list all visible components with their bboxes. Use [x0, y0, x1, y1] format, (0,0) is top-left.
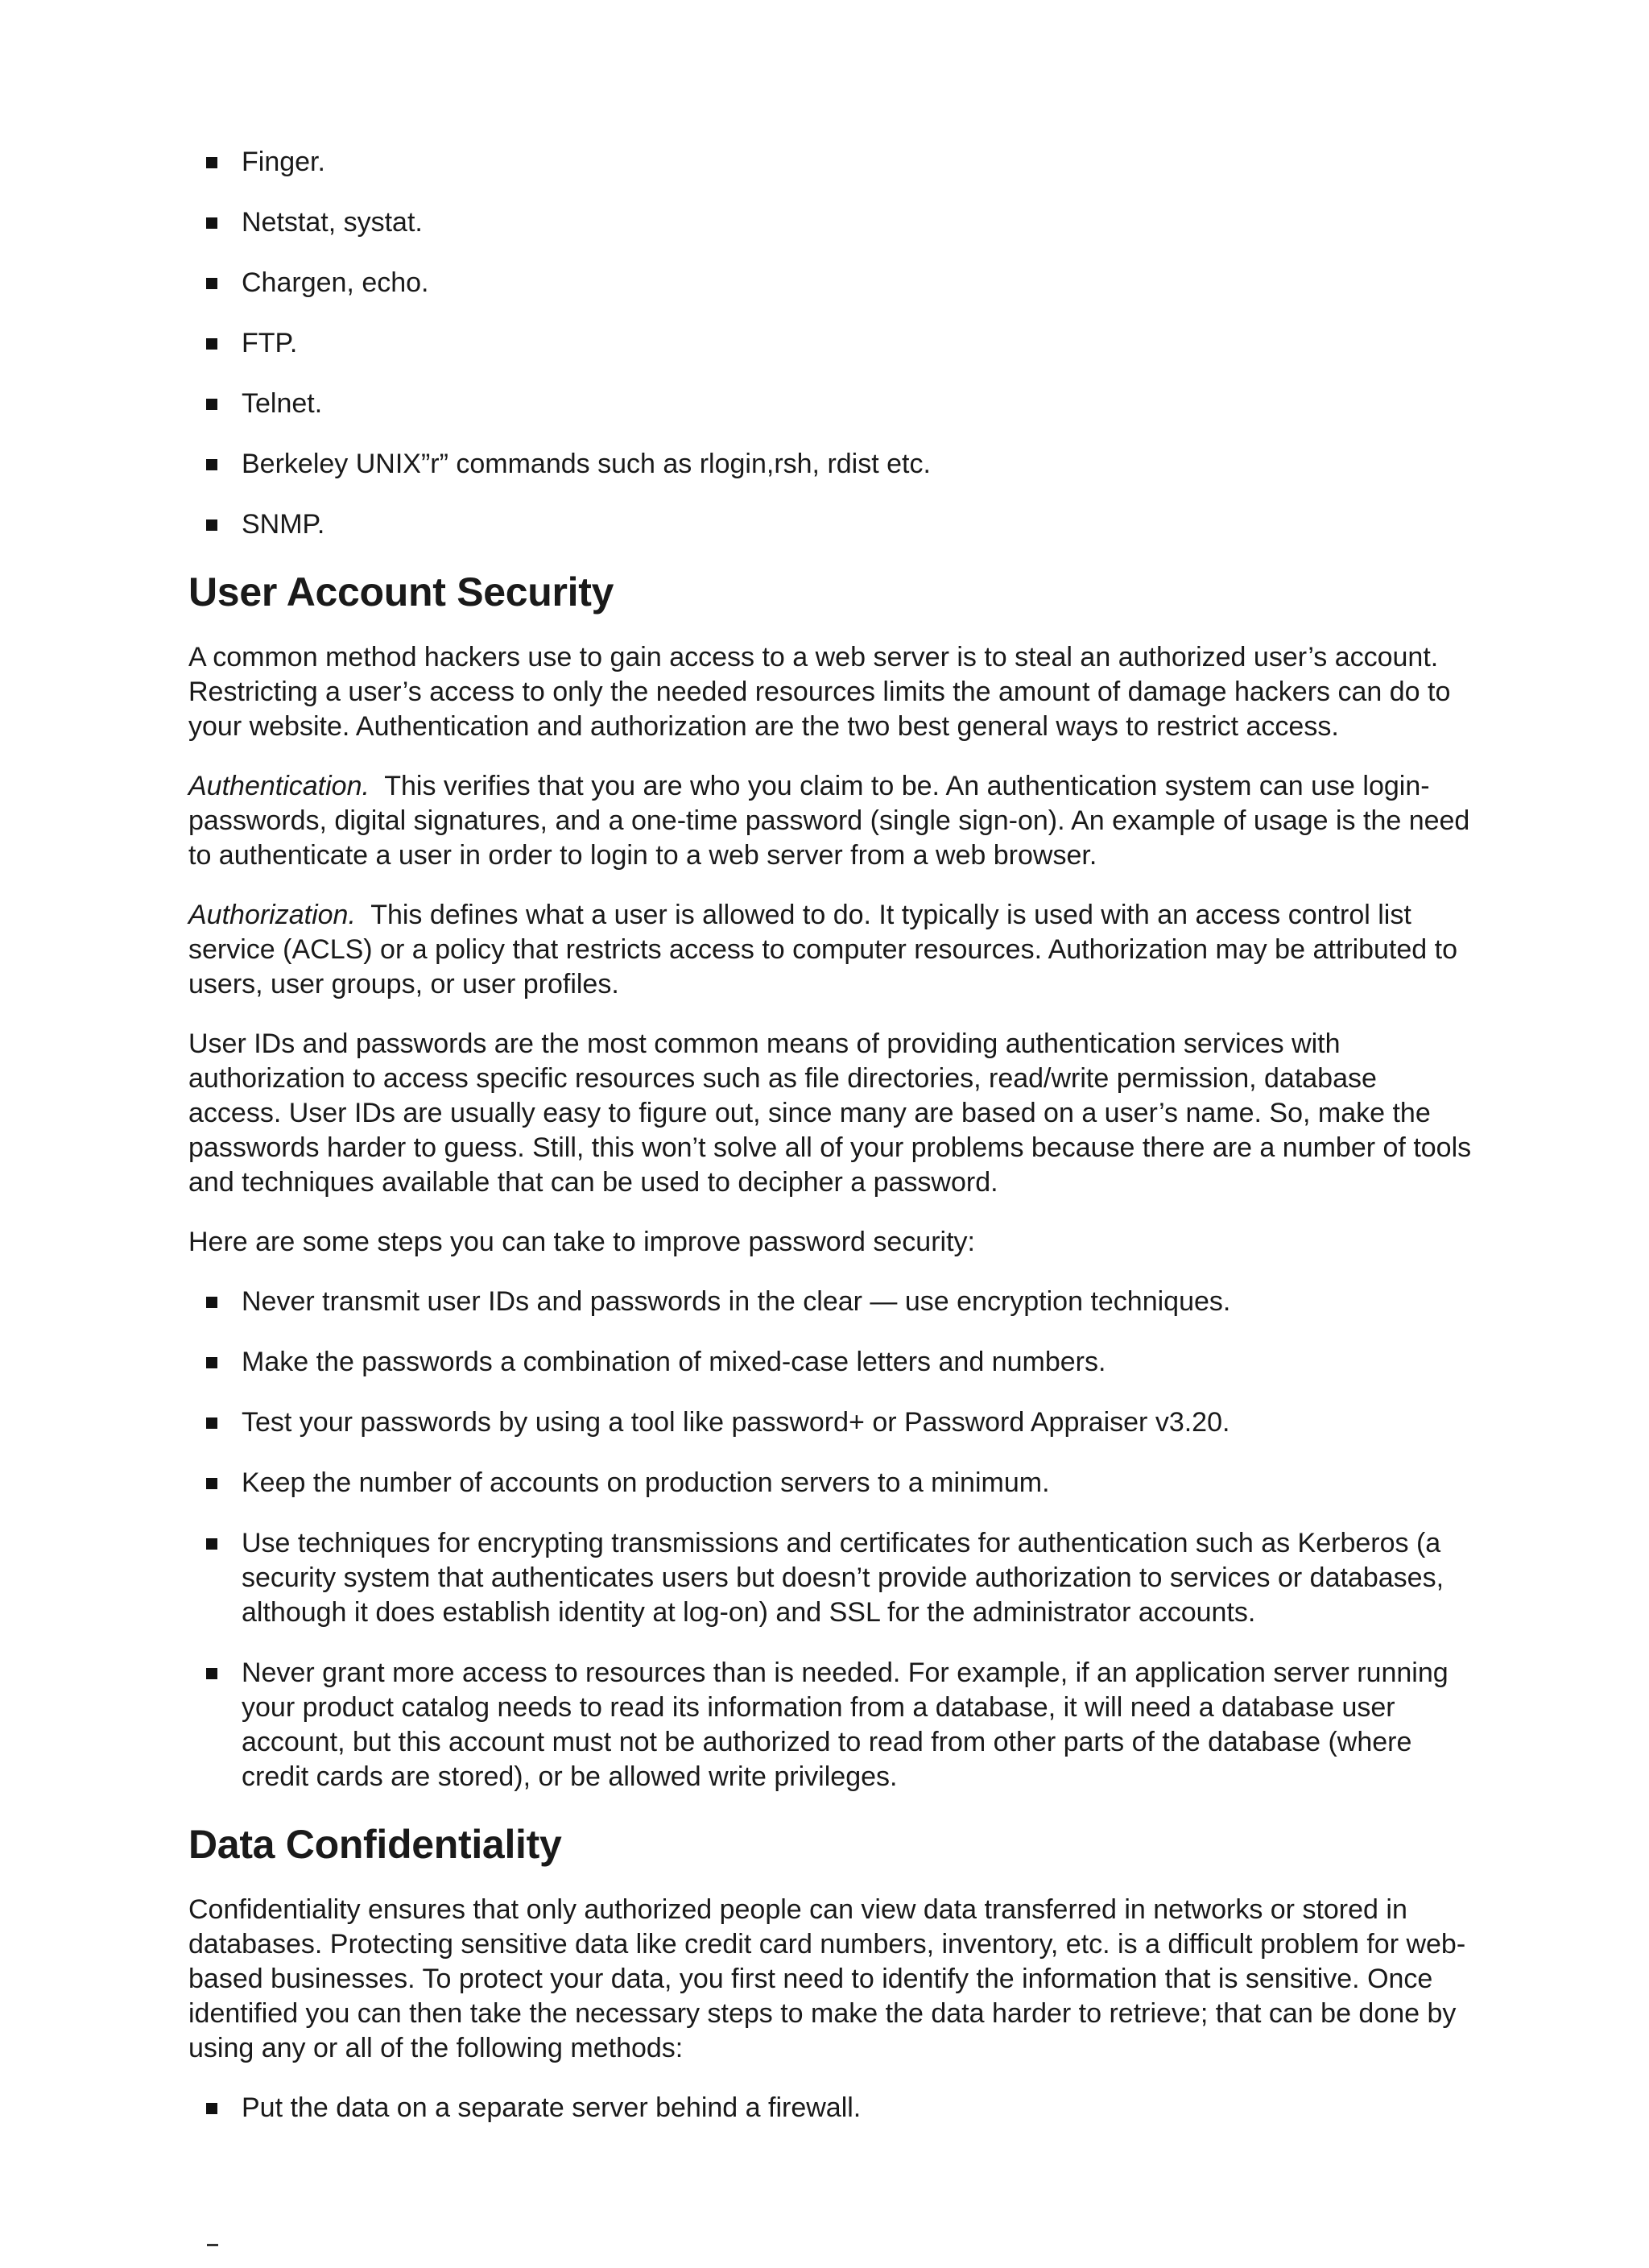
- authentication-term: Authentication.: [188, 771, 370, 801]
- list-item: Chargen, echo.: [188, 266, 1477, 300]
- list-item: Finger.: [188, 145, 1477, 180]
- password-steps-list: [188, 1285, 1477, 1794]
- bullet-square-icon: [206, 278, 217, 289]
- bullet-square-icon: [206, 1538, 217, 1550]
- service-list: [188, 145, 1477, 542]
- section-heading-user-account-security: User Account Security: [188, 569, 614, 615]
- bullet-square-icon: [206, 1297, 217, 1308]
- list-item: Never transmit user IDs and passwords in the clear — use encryption techniques.: [188, 1285, 1477, 1319]
- list-item: Netstat, systat.: [188, 205, 1477, 240]
- user-account-intro: A common method hackers use to gain access to a web server is to steal an authorized user’s account. Restricting a user’s access to only the needed resources limits the amount of damage hackers can do to your website. Authentication and authorization are the two best general ways to restrict access.: [188, 642, 1451, 742]
- password-steps-intro: Here are some steps you can take to improve password security:: [188, 1227, 975, 1257]
- bullet-square-icon: [206, 2103, 217, 2114]
- bullet-square-icon: [206, 1357, 217, 1368]
- authorization-text: This defines what a user is allowed to do. It typically is used with an access control list service (ACLS) or a policy that restricts access to computer resources. Authorization may be attributed to users, user groups, or user profiles.: [188, 900, 1458, 999]
- page-edge-mark: [207, 2244, 218, 2246]
- user-ids-paragraph: User IDs and passwords are the most common means of providing authentication services with authorization to access specific resources such as file directories, read/write permission, database access. User IDs are usually easy to figure out, since many are based on a user’s name. So, make the passwords harder to guess. Still, this won’t solve all of your problems because there are a number of tools and techniques available that can be used to decipher a password.: [188, 1028, 1472, 1198]
- bullet-square-icon: [206, 157, 217, 168]
- confidentiality-methods-list: [188, 2091, 1477, 2125]
- bullet-square-icon: [206, 459, 217, 470]
- authentication-paragraph: [188, 769, 1477, 873]
- list-item: Make the passwords a combination of mixed-case letters and numbers.: [188, 1345, 1477, 1380]
- authorization-paragraph: [188, 898, 1477, 1002]
- bullet-square-icon: [206, 1478, 217, 1489]
- bullet-square-icon: [206, 519, 217, 531]
- bullet-square-icon: [206, 1668, 217, 1679]
- list-item: Berkeley UNIX”r” commands such as rlogin,rsh, rdist etc.: [188, 447, 1477, 482]
- bullet-square-icon: [206, 217, 217, 229]
- list-item: Telnet.: [188, 387, 1477, 421]
- section-heading-data-confidentiality: Data Confidentiality: [188, 1822, 562, 1867]
- list-item: Keep the number of accounts on production servers to a minimum.: [188, 1466, 1477, 1500]
- list-item: Use techniques for encrypting transmissions and certificates for authentication such as Kerberos (a security system that authenticates users but doesn’t provide authorization to services or databases, although it does establish identity at log-on) and SSL for the administrator accounts.: [188, 1526, 1477, 1630]
- list-item: FTP.: [188, 326, 1477, 361]
- list-item: Put the data on a separate server behind a firewall.: [188, 2091, 1477, 2125]
- bullet-square-icon: [206, 1418, 217, 1429]
- authentication-text: This verifies that you are who you claim to be. An authentication system can use login-passwords, digital signatures, and a one-time password (single sign-on). An example of usage is the need to authenticate a user in order to login to a web server from a web browser.: [188, 771, 1470, 871]
- authorization-term: Authorization.: [188, 900, 356, 930]
- bullet-square-icon: [206, 338, 217, 350]
- data-confidentiality-intro: Confidentiality ensures that only authorized people can view data transferred in networks or stored in databases. Protecting sensitive data like credit card numbers, inventory, etc. is a difficult problem for web-based businesses. To protect your data, you first need to identify the information that is sensitive. Once identified you can then take the necessary steps to make the data harder to retrieve; that can be done by using any or all of the following methods:: [188, 1894, 1466, 2063]
- list-item: Test your passwords by using a tool like password+ or Password Appraiser v3.20.: [188, 1405, 1477, 1440]
- list-item: Never grant more access to resources than is needed. For example, if an application server running your product catalog needs to read its information from a database, it will need a database user account, but this account must not be authorized to read from other parts of the database (where credit cards are stored), or be allowed write privileges.: [188, 1656, 1477, 1794]
- bullet-square-icon: [206, 399, 217, 410]
- document-page: [188, 145, 1477, 2151]
- list-item: SNMP.: [188, 507, 1477, 542]
